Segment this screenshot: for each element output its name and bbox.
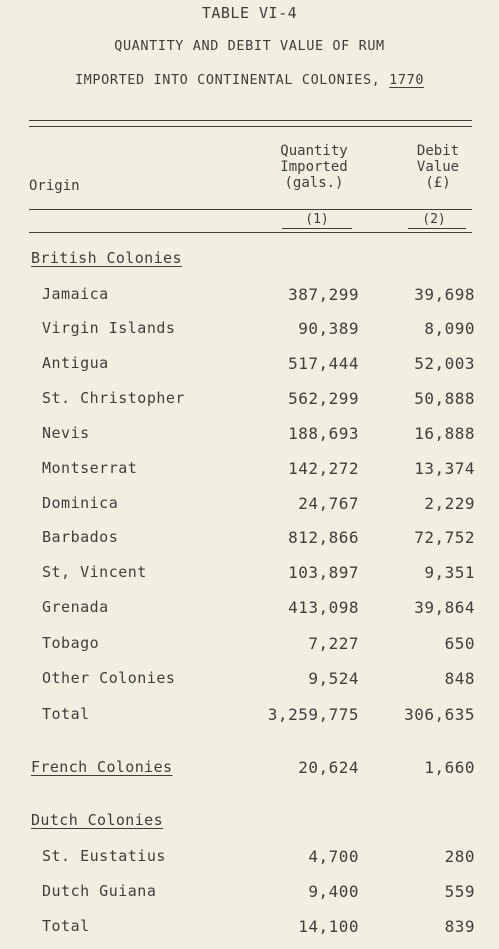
row-label: Nevis	[42, 424, 90, 442]
row-label: Grenada	[42, 598, 109, 616]
row-label: St. Eustatius	[42, 847, 166, 865]
quantity-cell: 413,098	[288, 598, 359, 617]
row-label-total: Total	[42, 705, 90, 723]
debit-cell: 9,351	[424, 563, 475, 582]
row-label: Virgin Islands	[42, 319, 176, 337]
debit-cell: 16,888	[414, 424, 475, 443]
quantity-header-line-1: Quantity	[280, 143, 348, 159]
quantity-cell: 24,767	[298, 494, 359, 513]
table-title-line-2	[0, 72, 499, 88]
debit-cell: 1,660	[424, 758, 475, 777]
quantity-cell: 188,693	[288, 424, 359, 443]
quantity-cell: 562,299	[288, 389, 359, 408]
quantity-cell: 90,389	[298, 319, 359, 338]
row-label: St. Christopher	[42, 389, 185, 407]
debit-total: 839	[444, 917, 475, 936]
debit-cell: 2,229	[424, 494, 475, 513]
quantity-cell: 103,897	[288, 563, 359, 582]
row-label: Other Colonies	[42, 669, 176, 687]
header-rule-2	[29, 232, 472, 233]
debit-cell: 848	[444, 669, 475, 688]
section-british-colonies: British Colonies	[31, 249, 182, 267]
quantity-total: 3,259,775	[267, 705, 359, 724]
debit-cell: 280	[444, 847, 475, 866]
debit-header	[398, 143, 478, 191]
debit-cell: 559	[444, 882, 475, 901]
quantity-cell: 9,524	[308, 669, 359, 688]
quantity-cell: 517,444	[288, 354, 359, 373]
row-label: Jamaica	[42, 285, 109, 303]
title-year: 1770	[389, 72, 425, 88]
column-number-underline-1	[282, 228, 352, 229]
row-label-total: Total	[42, 917, 90, 935]
debit-header-line-2: Value	[416, 159, 460, 175]
quantity-cell: 4,700	[308, 847, 359, 866]
debit-header-line-1: Debit	[416, 143, 460, 159]
row-label: St, Vincent	[42, 563, 147, 581]
row-label: Antigua	[42, 354, 109, 372]
debit-header-line-3: (£)	[425, 175, 451, 191]
debit-cell: 52,003	[414, 354, 475, 373]
quantity-cell: 387,299	[288, 285, 359, 304]
column-number-2: (2)	[422, 212, 446, 227]
quantity-header	[258, 143, 370, 191]
table-number: TABLE VI-4	[201, 4, 298, 22]
debit-cell: 39,864	[414, 598, 475, 617]
quantity-cell: 142,272	[288, 459, 359, 478]
debit-cell: 39,698	[414, 285, 475, 304]
quantity-header-line-3: (gals.)	[284, 175, 344, 191]
row-label: Dutch Guiana	[42, 882, 157, 900]
top-rule-1	[29, 120, 472, 121]
debit-cell: 13,374	[414, 459, 475, 478]
row-label: Montserrat	[42, 459, 138, 477]
origin-header: Origin	[29, 178, 80, 194]
debit-cell: 650	[444, 634, 475, 653]
section-french-colonies: French Colonies	[31, 758, 173, 776]
debit-total: 306,635	[404, 705, 475, 724]
title-text: IMPORTED INTO CONTINENTAL COLONIES,	[74, 72, 390, 88]
table-title-line-1: QUANTITY AND DEBIT VALUE OF RUM	[114, 38, 385, 54]
quantity-header-line-2: Imported	[280, 159, 348, 175]
header-rule-1	[29, 209, 472, 210]
row-label: Dominica	[42, 494, 119, 512]
row-label: Tobago	[42, 634, 100, 652]
quantity-cell: 7,227	[308, 634, 359, 653]
quantity-cell: 9,400	[308, 882, 359, 901]
section-dutch-colonies: Dutch Colonies	[31, 811, 164, 829]
quantity-cell: 20,624	[298, 758, 359, 777]
debit-cell: 72,752	[414, 528, 475, 547]
row-label: Barbados	[42, 528, 119, 546]
column-number-1: (1)	[305, 212, 329, 227]
debit-cell: 50,888	[414, 389, 475, 408]
debit-cell: 8,090	[424, 319, 475, 338]
top-rule-2	[29, 126, 472, 127]
column-number-underline-2	[408, 228, 466, 229]
quantity-total: 14,100	[298, 917, 359, 936]
quantity-cell: 812,866	[288, 528, 359, 547]
